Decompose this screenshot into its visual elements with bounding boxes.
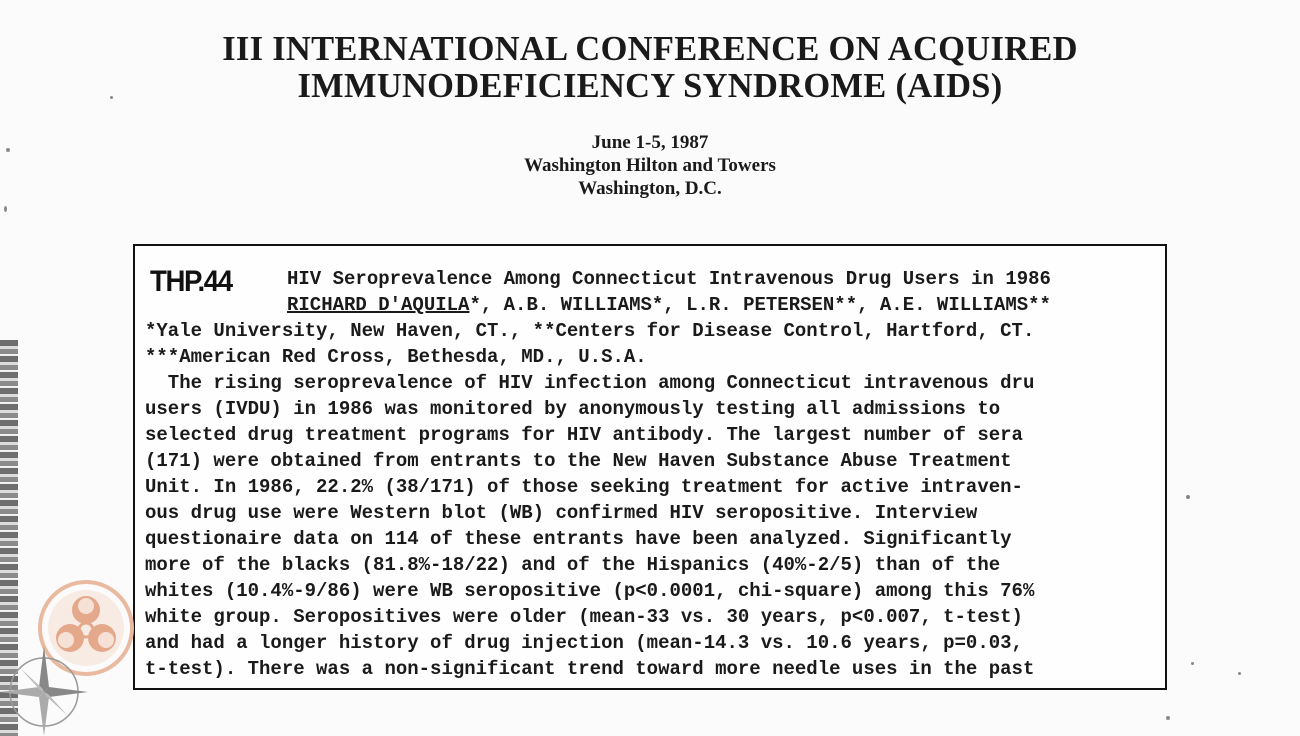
scan-speck xyxy=(1166,716,1170,720)
body-line: users (IVDU) in 1986 was monitored by anonymously testing all admissions to xyxy=(145,398,1001,420)
body-line: questionaire data on 114 of these entrants have been analyzed. Significantly xyxy=(145,528,1012,550)
body-line: (171) were obtained from entrants to the New Haven Substance Abuse Treatment xyxy=(145,450,1012,472)
conference-title xyxy=(0,30,1300,104)
conference-title-line-2: IMMUNODEFICIENCY SYNDROME (AIDS) xyxy=(297,66,1003,105)
scan-speck xyxy=(1186,495,1190,499)
body-line: The rising seroprevalence of HIV infection among Connecticut intravenous dru xyxy=(145,372,1035,394)
body-line: and had a longer history of drug injection (mean-14.3 vs. 10.6 years, p=0.03, xyxy=(145,632,1023,654)
body-line: t-test). There was a non-significant trend toward more needle uses in the past xyxy=(145,658,1035,680)
scan-speck xyxy=(1238,672,1241,675)
scan-speck xyxy=(4,206,7,212)
body-line: more of the blacks (81.8%-18/22) and of the Hispanics (40%-2/5) than of the xyxy=(145,554,1001,576)
body-line: white group. Seropositives were older (mean-33 vs. 30 years, p<0.007, t-test) xyxy=(145,606,1023,628)
affiliation-line-2: ***American Red Cross, Bethesda, MD., U.S.A. xyxy=(145,346,647,368)
conference-city: Washington, D.C. xyxy=(578,178,722,199)
scan-speck xyxy=(1191,662,1194,665)
conference-venue: Washington Hilton and Towers xyxy=(524,155,776,176)
body-line: Unit. In 1986, 22.2% (38/171) of those seeking treatment for active intraven- xyxy=(145,476,1023,498)
other-authors: *, A.B. WILLIAMS*, L.R. PETERSEN**, A.E. WILLIAMS** xyxy=(469,294,1051,316)
body-line: ous drug use were Western blot (WB) confirmed HIV seropositive. Interview xyxy=(145,502,978,524)
conference-dates: June 1-5, 1987 xyxy=(591,132,709,153)
conference-title-line-1: III INTERNATIONAL CONFERENCE ON ACQUIRED xyxy=(222,29,1078,68)
author-line xyxy=(287,292,1051,318)
body-line: selected drug treatment programs for HIV antibody. The largest number of sera xyxy=(145,424,1023,446)
scan-speck xyxy=(110,96,113,99)
compass-rose-icon xyxy=(0,640,96,736)
abstract-box xyxy=(133,244,1167,690)
body-line: whites (10.4%-9/86) were WB seropositive (p<0.0001, chi-square) among this 76% xyxy=(145,580,1035,602)
abstract-id: THP.44 xyxy=(150,265,232,298)
abstract-title: HIV Seroprevalence Among Connecticut Intravenous Drug Users in 1986 xyxy=(287,268,1051,290)
conference-info xyxy=(0,131,1300,200)
scan-speck xyxy=(6,148,10,152)
affiliation-line-1: *Yale University, New Haven, CT., **Centers for Disease Control, Hartford, CT. xyxy=(145,320,1035,342)
first-author: RICHARD D'AQUILA xyxy=(287,294,470,316)
